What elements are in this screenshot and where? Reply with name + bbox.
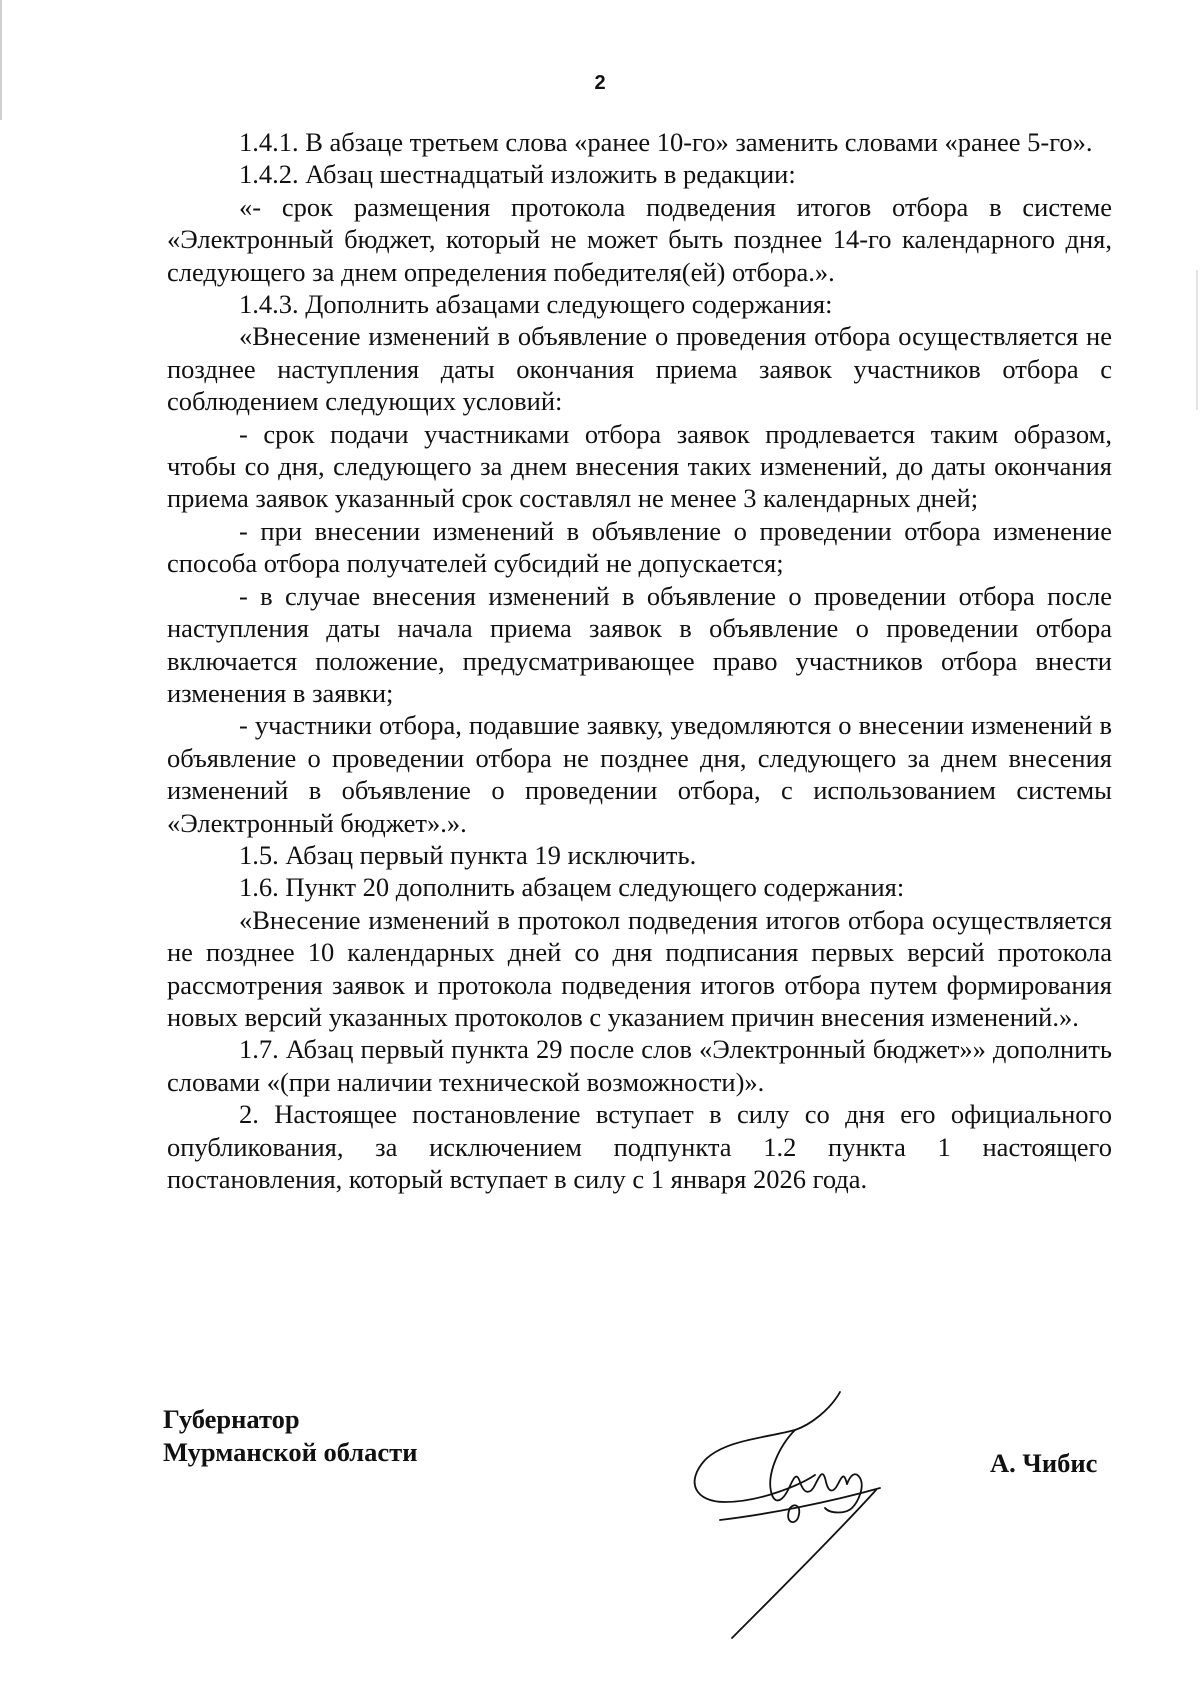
paragraph-quote-changes: «Внесение изменений в объявление о проведения отбора осуществляется не позднее наступления даты окончания приема заявок участников отбора с соблюдением следующих условий: — [167, 321, 1112, 417]
page-number: 2 — [594, 72, 606, 94]
paragraph-1-4-2: 1.4.2. Абзац шестнадцатый изложить в редакции: — [239, 159, 796, 190]
list-item-deadline-extension: - срок подачи участниками отбора заявок продлевается таким образом, чтобы со дня, следующего за днем внесения таких изменений, до даты окончания приема заявок указанный срок составлял не менее 3 календарных дней; — [167, 418, 1112, 514]
paragraph-2-effective-date: 2. Настоящее постановление вступает в силу со дня его официального опубликования, за исключением подпункта 1.2 пункта 1 настоящего постановления, который вступает в силу с 1 января 2026 года. — [167, 1099, 1112, 1194]
list-item-method-change: - при внесении изменений в объявление о проведении отбора изменение способа отбора получателей субсидий не допускается; — [167, 515, 1112, 579]
handwritten-signature-icon — [680, 1390, 920, 1640]
paragraph-1-4-3: 1.4.3. Дополнить абзацами следующего содержания: — [239, 289, 833, 320]
scan-edge — [0, 0, 2, 120]
signatory-title — [163, 1403, 417, 1469]
signatory-title-line1: Губернатор — [163, 1404, 300, 1434]
document-body — [167, 126, 1112, 1195]
scan-mark — [1196, 270, 1198, 410]
list-item-notification: - участники отбора, подавшие заявку, уведомляются о внесении изменений в объявление о проведении отбора не позднее дня, следующего за днем внесения изменений в объявление о проведении отбора, с использованием системы «Электронный бюджет».». — [167, 710, 1112, 838]
signatory-title-line2: Мурманской области — [163, 1437, 418, 1467]
paragraph-1-4-1: 1.4.1. В абзаце третьем слова «ранее 10-го» заменить словами «ранее 5-го». — [239, 127, 1093, 157]
paragraph-1-7: 1.7. Абзац первый пункта 29 после слов «Электронный бюджет»» дополнить словами «(при наличии технической возможности)». — [167, 1034, 1112, 1097]
list-item-amend-applications: - в случае внесения изменений в объявление о проведении отбора после наступления даты начала приема заявок в объявление о проведении отбора включается положение, предусматривающее право участников отбора внести изменения в заявки; — [167, 580, 1112, 708]
signatory-name: А. Чибис — [990, 1448, 1098, 1478]
signature-block — [0, 1390, 1200, 1650]
paragraph-1-5: 1.5. Абзац первый пункта 19 исключить. — [239, 839, 697, 870]
paragraph-quote-deadline: «- срок размещения протокола подведения итогов отбора в системе «Электронный бюджет, который не может быть позднее 14-го календарного дня, следующего за днем определения победителя(ей) отбора.». — [167, 191, 1112, 287]
paragraph-quote-protocol: «Внесение изменений в протокол подведения итогов отбора осуществляется не позднее 10 календарных дней со дня подписания первых версий протокола рассмотрения заявок и протокола подведения итогов отбора путем формирования новых версий указанных протоколов с указанием причин внесения изменений.». — [167, 904, 1112, 1032]
paragraph-1-6: 1.6. Пункт 20 дополнить абзацем следующего содержания: — [239, 872, 905, 903]
